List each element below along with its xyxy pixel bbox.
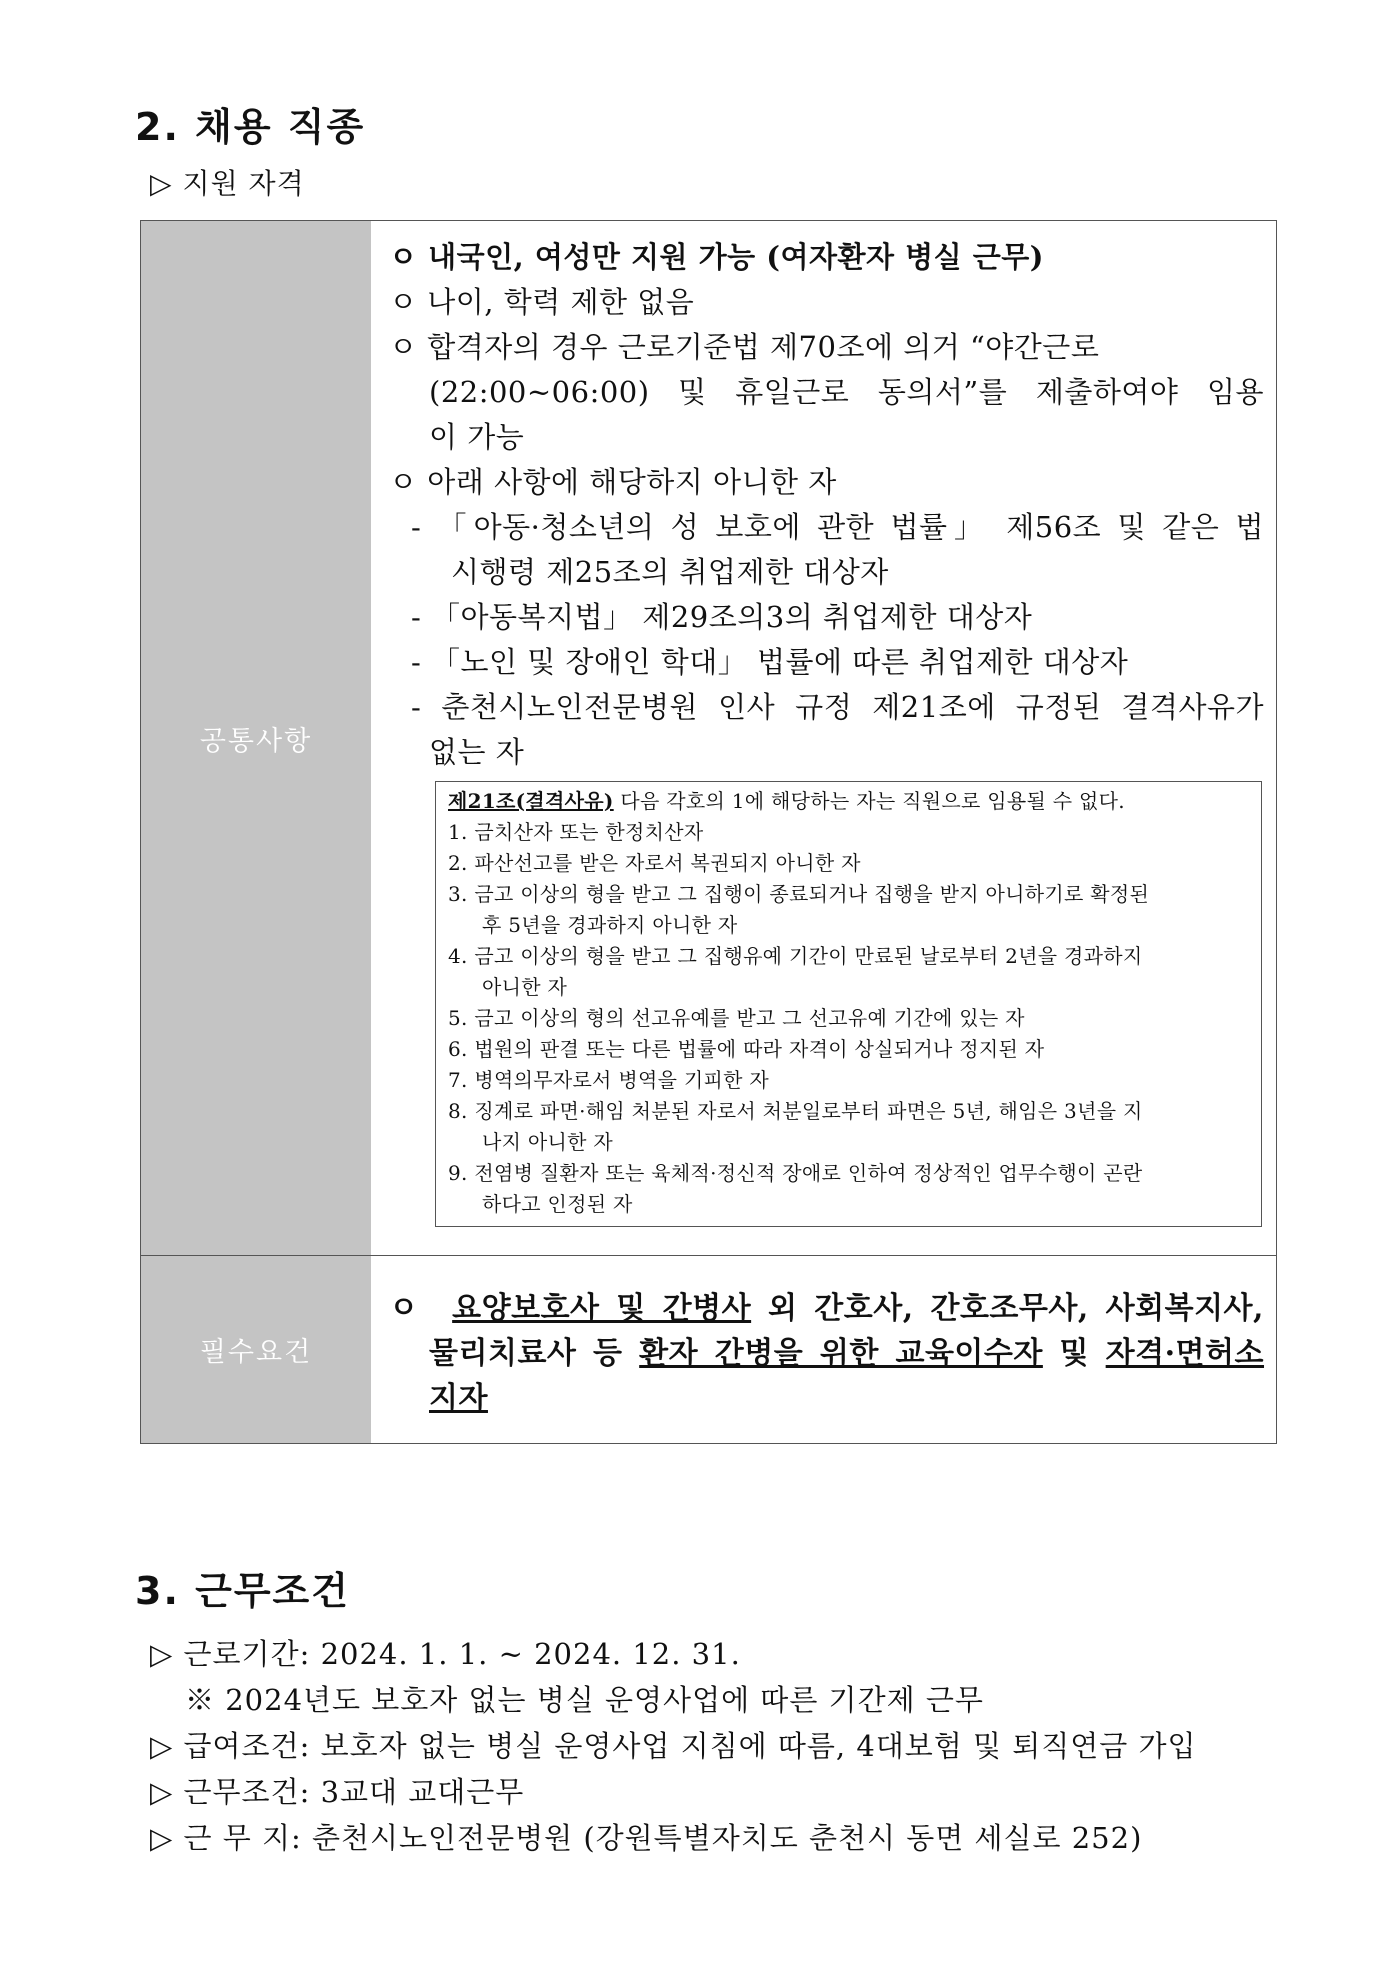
required-marker: ㅇ bbox=[389, 1291, 419, 1326]
common-line-2: ㅇ 나이, 학력 제한 없음 bbox=[389, 285, 695, 319]
article-item-8a: 8. 징계로 파면·해임 처분된 자로서 처분일로부터 파면은 5년, 해임은 3년을 지 bbox=[448, 1099, 1143, 1123]
required-caregiver-text: 요양보호사 및 간병사 bbox=[452, 1291, 752, 1326]
article-item-9a: 9. 전염병 질환자 또는 육체적·정신적 장애로 인하여 정상적인 업무수행이 곤란 bbox=[448, 1161, 1143, 1185]
section-3-title: 3. 근무조건 bbox=[135, 1569, 350, 1613]
disq-line-1a: - 「아동·청소년의 성 보호에 관한 법률」 제56조 및 같은 법 bbox=[411, 510, 1264, 544]
article-item-1: 1. 금치산자 또는 한정치산자 bbox=[448, 820, 704, 844]
article-item-3a: 3. 금고 이상의 형을 받고 그 집행이 종료되거나 집행을 받지 아니하기로 확정된 bbox=[448, 882, 1150, 906]
article-item-6: 6. 법원의 판결 또는 다른 법률에 따라 자격이 상실되거나 정지된 자 bbox=[448, 1037, 1045, 1061]
required-label: 필수요건 bbox=[141, 1256, 371, 1443]
common-row bbox=[141, 221, 1276, 1255]
article-intro: 다음 각호의 1에 해당하는 자는 직원으로 임용될 수 없다. bbox=[613, 789, 1125, 813]
article-item-9b: 하다고 인정된 자 bbox=[482, 1192, 633, 1216]
disq-line-4b: 없는 자 bbox=[429, 735, 525, 769]
article-item-8b: 나지 아니한 자 bbox=[482, 1130, 614, 1154]
required-line-1-rest: 외 간호사, 간호조무사, 사회복지사, bbox=[751, 1291, 1264, 1326]
article-item-3b: 후 5년을 경과하지 아니한 자 bbox=[482, 913, 738, 937]
article-item-7: 7. 병역의무자로서 병역을 기피한 자 bbox=[448, 1068, 769, 1092]
common-line-3c: 이 가능 bbox=[429, 420, 525, 454]
required-license-end: 지자 bbox=[429, 1381, 488, 1416]
common-content bbox=[371, 221, 1276, 1255]
article-item-5: 5. 금고 이상의 형의 선고유예를 받고 그 선고유예 기간에 있는 자 bbox=[448, 1006, 1025, 1030]
work-period-note: ※ 2024년도 보호자 없는 병실 운영사업에 따른 기간제 근무 bbox=[185, 1683, 984, 1717]
disq-line-3: - 「노인 및 장애인 학대」 법률에 따른 취업제한 대상자 bbox=[411, 645, 1129, 679]
required-line-2 bbox=[389, 1331, 1264, 1376]
required-content bbox=[371, 1256, 1276, 1443]
disq-line-1b: 시행령 제25조의 취업제한 대상자 bbox=[451, 555, 889, 589]
article-item-2: 2. 파산선고를 받은 자로서 복권되지 아니한 자 bbox=[448, 851, 861, 875]
qualification-subheading-text: 지원 자격 bbox=[182, 167, 305, 200]
required-and: 및 bbox=[1042, 1336, 1106, 1371]
article-heading-line bbox=[448, 786, 1251, 817]
common-line-3b: (22:00~06:00) 및 휴일근로 동의서”를 제출하여야 임용 bbox=[429, 375, 1264, 409]
required-license-text: 자격·면허소 bbox=[1105, 1336, 1265, 1371]
disq-line-2: - 「아동복지법」 제29조의3의 취업제한 대상자 bbox=[411, 600, 1033, 634]
section-2-title: 2. 채용 직종 bbox=[135, 105, 366, 149]
qualification-table bbox=[140, 220, 1277, 1444]
required-line-3 bbox=[389, 1376, 1264, 1421]
article-item-4a: 4. 금고 이상의 형을 받고 그 집행유예 기간이 만료된 날로부터 2년을 경과하지 bbox=[448, 944, 1143, 968]
shift-conditions: ▷ 근무조건: 3교대 교대근무 bbox=[150, 1775, 525, 1809]
triangle-bullet-icon: ▷ bbox=[150, 167, 173, 200]
required-line-2-start: 물리치료사 등 bbox=[429, 1336, 640, 1371]
common-line-4: ㅇ 아래 사항에 해당하지 아니한 자 bbox=[389, 465, 837, 499]
disq-line-4a: - 춘천시노인전문병원 인사 규정 제21조에 규정된 결격사유가 bbox=[411, 690, 1264, 724]
common-line-3a: ㅇ 합격자의 경우 근로기준법 제70조에 의거 “야간근로 bbox=[389, 330, 1100, 364]
qualification-subheading bbox=[150, 162, 305, 202]
required-row bbox=[141, 1255, 1276, 1443]
required-line-1 bbox=[389, 1286, 1264, 1331]
common-line-1: ㅇ 내국인, 여성만 지원 가능 (여자환자 병실 근무) bbox=[389, 240, 1044, 274]
work-location: ▷ 근 무 지: 춘천시노인전문병원 (강원특별자치도 춘천시 동면 세실로 252) bbox=[150, 1821, 1143, 1855]
article-21-box bbox=[435, 781, 1262, 1227]
required-education-text: 환자 간병을 위한 교육이수자 bbox=[639, 1336, 1043, 1371]
salary-conditions: ▷ 급여조건: 보호자 없는 병실 운영사업 지침에 따름, 4대보험 및 퇴직연금 가입 bbox=[150, 1729, 1197, 1763]
common-label: 공통사항 bbox=[141, 221, 371, 1255]
article-item-4b: 아니한 자 bbox=[482, 975, 568, 999]
article-heading: 제21조(결격사유) bbox=[448, 789, 614, 813]
work-period: ▷ 근로기간: 2024. 1. 1. ~ 2024. 12. 31. bbox=[150, 1637, 741, 1671]
